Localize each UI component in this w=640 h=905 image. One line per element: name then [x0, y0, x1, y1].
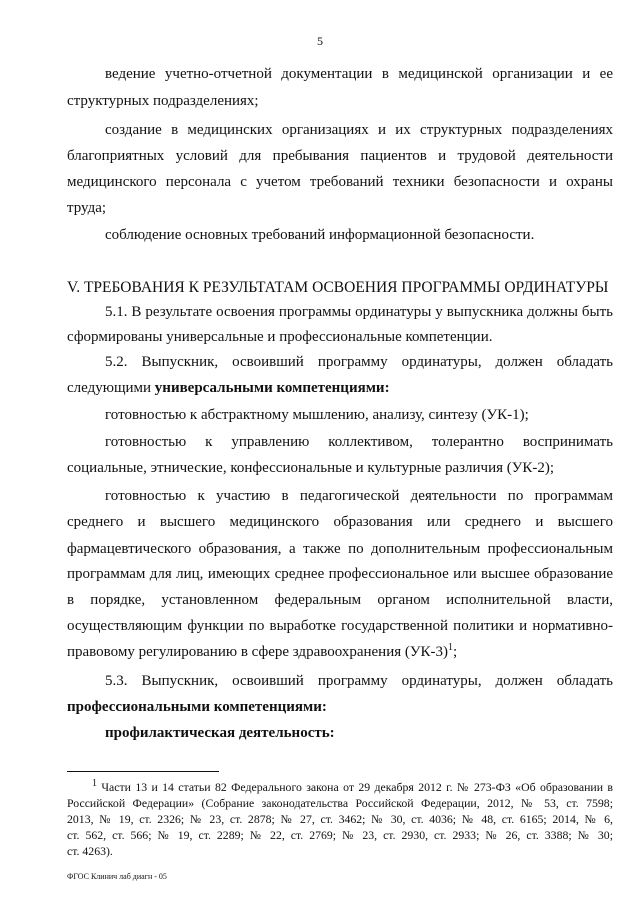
text-line: создание в медицинских организациях и их структурных подразделениях: [105, 122, 613, 138]
footnote-line: [92, 780, 613, 795]
text-line: 5.3. Выпускник, освоивший программу ординатуры, должен обладать: [105, 673, 613, 689]
text-line: готовностью к участию в педагогической деятельности по программам: [105, 488, 613, 504]
section-heading: V. ТРЕБОВАНИЯ К РЕЗУЛЬТАТАМ ОСВОЕНИЯ ПРОГРАММЫ ОРДИНАТУРЫ: [67, 279, 609, 296]
text-line: [67, 697, 613, 717]
text-line: [67, 642, 613, 662]
footnote-separator: [67, 771, 219, 772]
footnote-line: Российской Федерации» (Собрание законодательства Российской Федерации, 2012, № 53, ст. 7598;: [67, 796, 613, 810]
text-line: среднего и высшего медицинского образования или среднего и высшего: [67, 514, 613, 530]
bold-term: профилактическая деятельность:: [105, 725, 335, 741]
text-line: осуществляющим функции по выработке государственной политики и нормативно-: [67, 618, 613, 634]
document-footer: ФГОС Клинич лаб диагн - 05: [67, 872, 167, 881]
text-line: программам для лиц, имеющих среднее профессиональное или высшее образование: [67, 566, 613, 582]
text-line: ведение учетно-отчетной документации в медицинской организации и ее: [105, 66, 613, 82]
text-line: [105, 723, 613, 743]
bold-term: универсальными компетенциями:: [154, 380, 390, 396]
text-line: медицинского персонала с учетом требований техники безопасности и охраны: [67, 174, 613, 190]
text-line: благоприятных условий для пребывания пациентов и трудовой деятельности: [67, 148, 613, 164]
footnote-ref: 1: [447, 642, 453, 653]
text-line: [67, 378, 613, 398]
text-line: фармацевтического образования, а также по дополнительным профессиональным: [67, 541, 613, 557]
bold-term: профессиональными компетенциями:: [67, 699, 327, 715]
text-fragment: ;: [452, 644, 458, 660]
text-line: в порядке, установленном федеральным органом исполнительной власти,: [67, 592, 613, 608]
text-fragment: Части 13 и 14 статьи 82 Федерального закона от 29 декабря 2012 г. № 273-ФЗ «Об образовании в: [97, 780, 613, 794]
footnote-marker: 1: [92, 778, 97, 790]
text-fragment: правовому регулированию в сфере здравоохранения (УК-3): [67, 644, 448, 660]
text-line: сформированы универсальные и профессиональные компетенции.: [67, 329, 493, 345]
text-line: соблюдение основных требований информационной безопасности.: [105, 227, 535, 243]
page-number: 5: [317, 34, 323, 48]
text-line: труда;: [67, 200, 107, 216]
footnote-line: ст. 4263).: [67, 844, 113, 858]
text-line: 5.1. В результате освоения программы ординатуры у выпускника должны быть: [105, 304, 613, 320]
text-line: готовностью к абстрактному мышлению, анализу, синтезу (УК-1);: [105, 407, 529, 423]
footnote-line: ст. 562, ст. 566; № 19, ст. 2289; № 22, ст. 2769; № 23, ст. 2930, ст. 2933; № 26, ст. 3388; № 30;: [67, 828, 613, 842]
footnote-line: 2013, № 19, ст. 2326; № 23, ст. 2878; № 27, ст. 3462; № 30, ст. 4036; № 48, ст. 6165; 2014, № 6,: [67, 812, 613, 826]
text-line: структурных подразделениях;: [67, 93, 259, 109]
text-fragment: следующими: [67, 380, 155, 396]
text-line: 5.2. Выпускник, освоивший программу ординатуры, должен обладать: [105, 354, 613, 370]
text-line: готовностью к управлению коллективом, толерантно воспринимать: [105, 434, 613, 450]
text-line: социальные, этнические, конфессиональные и культурные различия (УК-2);: [67, 460, 555, 476]
